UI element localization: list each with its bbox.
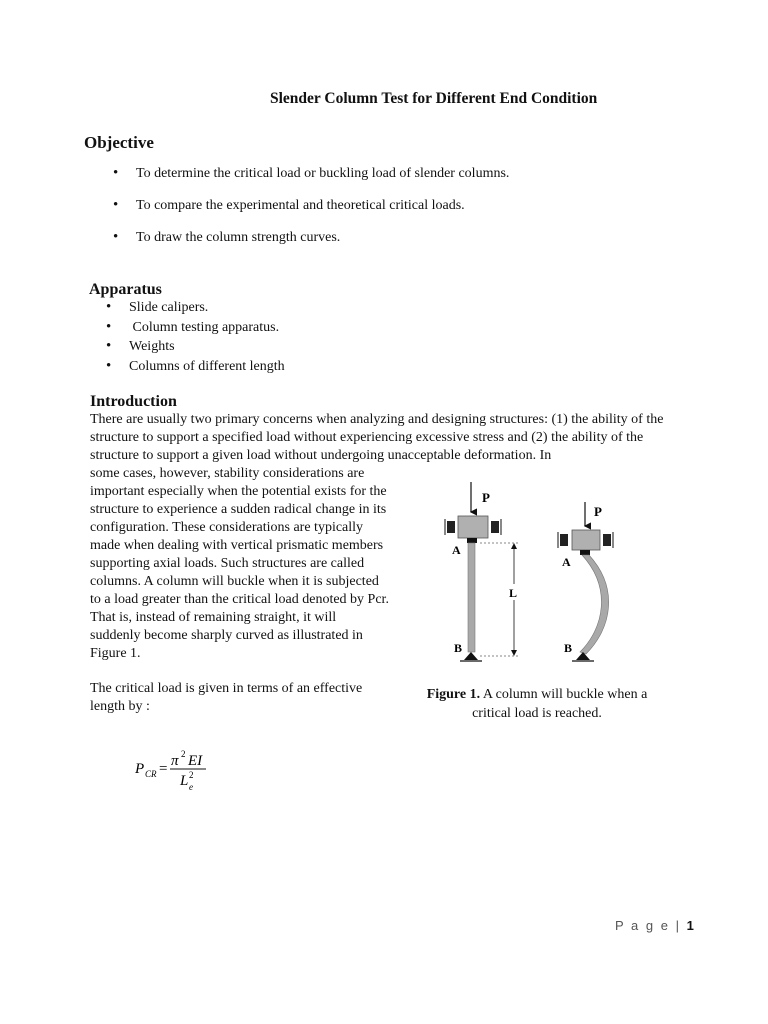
buckled-column-diagram [558,502,613,661]
footer-page-number: 1 [686,918,694,933]
roller-support-icon [560,534,568,546]
figure-caption-text: A column will buckle when a critical load is reached. [472,687,648,721]
length-label-l: L [509,586,518,600]
apparatus-heading: Apparatus [89,281,162,298]
intro-paragraph-full: There are usually two primary concerns when analyzing and designing structures: (1) the ability of the structure to support a specified load without experiencing excessive stress and (2) the ability of the structure to support a given load without undergoing unacceptable deformation. In [90,412,664,463]
apparatus-list [106,300,285,378]
formula-denominator-sub: e [189,782,193,792]
straight-column-diagram [445,482,522,661]
load-label-p-right: P [594,504,602,519]
apparatus-item: • Column testing apparatus. [106,320,285,340]
objective-list [113,166,509,262]
intro-paragraph-wrapped: some cases, however, stability considerations are important especially when the potential exists for the structure to experience a sudden radical change in its configuration. These considerations are typically made when dealing with vertical prismatic members supporting axial loads. Such structures are called columns. A column will buckle when it is subjected to a load greater than the critical load denoted by Pcr. That is, instead of remaining straight, it will suddenly become sharply curved as illustrated in Figure 1. [90,466,389,661]
pin-support-icon [576,652,590,660]
figure-caption [410,685,664,723]
point-label-b-left: B [454,641,463,655]
point-label-a-left: A [452,543,461,557]
figure-caption-label: Figure 1. [426,687,481,702]
formula-lhs-sub: CR [145,769,157,779]
point-label-a-right: A [562,555,571,569]
formula-equals: = [159,761,168,777]
formula-denominator: L [180,773,189,789]
top-loading-block [458,516,488,538]
apparatus-item: • Columns of different length [106,359,285,379]
formula-numerator-pi: π [171,753,179,769]
objective-item: • To determine the critical load or buckling load of slender columns. [113,166,509,198]
load-label-p-left: P [482,490,490,505]
objective-item: • To compare the experimental and theoretical critical loads. [113,198,509,230]
formula-denominator-sup: 2 [189,770,194,780]
straight-column [468,543,475,652]
formula-numerator-sup: 2 [181,749,186,759]
pin-support-icon [464,652,478,660]
apparatus-item: • Slide calipers. [106,300,285,320]
footer-page-word: P a g e [615,918,670,933]
roller-support-icon [491,521,499,533]
objective-item: • To draw the column strength curves. [113,230,509,262]
footer-separator: | [669,918,687,933]
buckled-column [580,555,609,654]
roller-support-icon [603,534,611,546]
formula-numerator-rest: EI [188,753,203,769]
apparatus-item: • Weights [106,339,285,359]
page-footer [615,918,694,933]
formula-lhs: P [135,761,145,777]
roller-support-icon [447,521,455,533]
intro-paragraph-effective-length: The critical load is given in terms of an effective length by : [90,681,363,714]
critical-load-formula [133,748,223,798]
introduction-heading: Introduction [90,393,177,410]
point-label-b-right: B [564,641,573,655]
top-loading-block [572,530,600,550]
document-title: Slender Column Test for Different End Condition [270,90,598,107]
objective-heading: Objective [84,133,154,152]
column-buckling-figure [414,478,674,674]
